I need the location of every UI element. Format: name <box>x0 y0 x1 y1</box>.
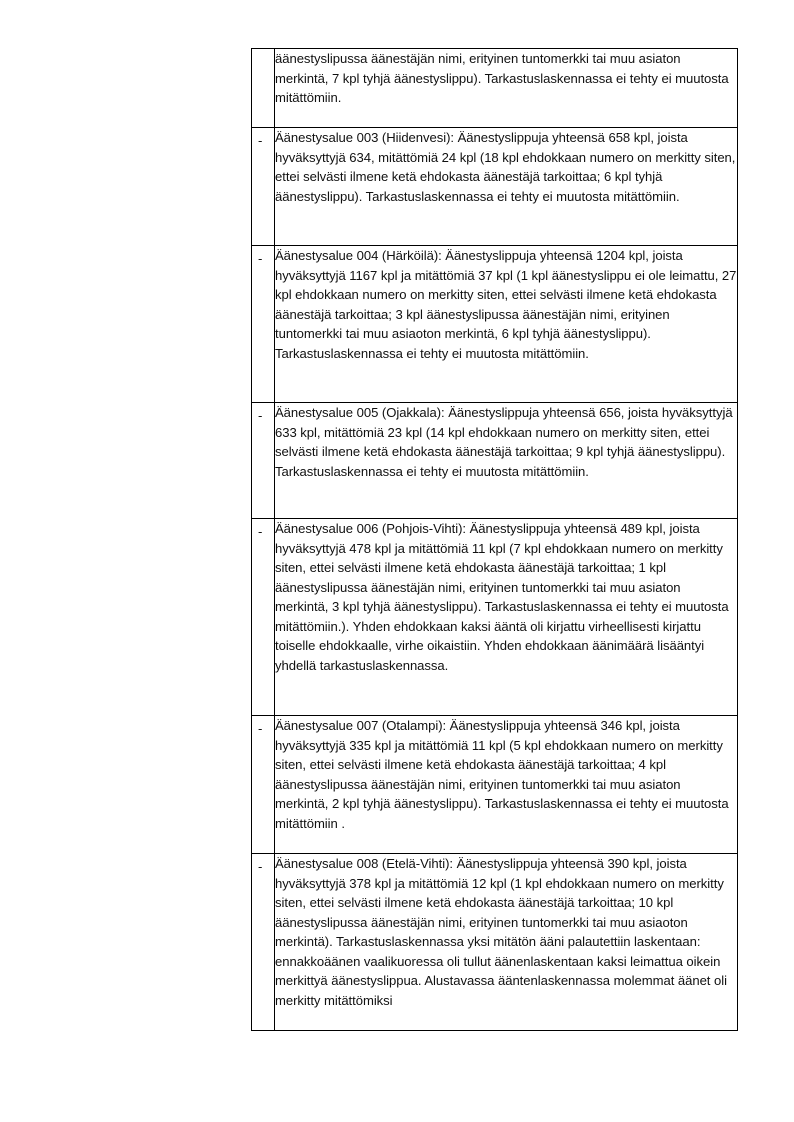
row-text-cell <box>275 49 738 128</box>
table-row <box>252 519 738 716</box>
row-bullet <box>252 49 274 52</box>
table-row <box>252 854 738 1031</box>
row-bullet: - <box>258 408 263 423</box>
table-row <box>252 246 738 403</box>
row-text: Äänestysalue 003 (Hiidenvesi): Äänestyslippuja yhteensä 658 kpl, joista hyväksyttyjä 634, mitättömiä 24 kpl (18 kpl ehdokkaan numero on merkitty siten, ettei selvästi ilmene ketä ehdokasta äänestäjä tarkoittaa; 6 kpl tyhjä äänestyslippu). Tarkastuslaskennassa ei tehty ei muutosta mitättömiin. <box>275 130 736 204</box>
row-text: Äänestysalue 007 (Otalampi): Äänestyslippuja yhteensä 346 kpl, joista hyväksyttyjä 335 kpl ja mitättömiä 11 kpl (5 kpl ehdokkaan numero on merkitty siten, ettei selvästi ilmene ketä ehdokasta äänestäjä tarkoittaa; 4 kpl äänestyslipussa äänestäjän nimi, erityinen tuntomerkki tai muu asiaton merkintä, 2 kpl tyhjä äänestyslippu). Tarkastuslaskennassa ei tehty ei muutosta mitättömiin . <box>275 718 729 831</box>
row-text-cell <box>275 716 738 854</box>
results-table-body <box>252 49 738 1031</box>
results-table <box>251 48 738 1031</box>
row-bullet: - <box>258 524 263 539</box>
row-bullet: - <box>258 251 263 266</box>
row-bullet-cell <box>252 519 275 716</box>
table-row <box>252 49 738 128</box>
row-bullet-cell <box>252 403 275 519</box>
row-bullet-cell <box>252 716 275 854</box>
table-row <box>252 403 738 519</box>
row-bullet-cell <box>252 128 275 246</box>
table-row <box>252 716 738 854</box>
row-text-cell <box>275 246 738 403</box>
row-bullet-cell <box>252 246 275 403</box>
row-text: Äänestysalue 005 (Ojakkala): Äänestyslippuja yhteensä 656, joista hyväksyttyjä 633 kpl, mitättömiä 23 kpl (14 kpl ehdokkaan numero on merkitty siten, ettei selvästi ilmene ketä ehdokasta äänestäjä tarkoittaa; 9 kpl tyhjä äänestyslippu). Tarkastuslaskennassa ei tehty ei muutosta mitättömiin. <box>275 405 733 479</box>
row-bullet: - <box>258 133 263 148</box>
row-text: äänestyslipussa äänestäjän nimi, erityinen tuntomerkki tai muu asiaton merkintä, 7 kpl tyhjä äänestyslippu). Tarkastuslaskennassa ei tehty ei muutosta mitättömiin. <box>275 51 729 105</box>
row-text-cell <box>275 519 738 716</box>
row-text-cell <box>275 403 738 519</box>
row-bullet-cell <box>252 854 275 1031</box>
row-text-cell <box>275 854 738 1031</box>
row-bullet: - <box>258 721 263 736</box>
table-row <box>252 128 738 246</box>
row-text: Äänestysalue 006 (Pohjois-Vihti): Äänestyslippuja yhteensä 489 kpl, joista hyväksyttyjä 478 kpl ja mitättömiä 11 kpl (7 kpl ehdokkaan numero on merkitty siten, ettei selvästi ilmene ketä ehdokasta äänestäjä tarkoittaa; 1 kpl äänestyslipussa äänestäjän nimi, erityinen tuntomerkki tai muu asiaton merkintä, 3 kpl tyhjä äänestyslippu). Tarkastuslaskennassa ei tehty ei muutosta mitättömiin.). Yhden ehdokkaan kaksi ääntä oli kirjattu virheellisesti kirjattu toiselle ehdokkaalle, virhe oikaistiin. Yhden ehdokkaan äänimäärä lisääntyi yhdellä tarkastuslaskennassa. <box>275 521 729 673</box>
row-bullet-cell <box>252 49 275 128</box>
row-text: Äänestysalue 004 (Härköilä): Äänestyslippuja yhteensä 1204 kpl, joista hyväksyttyjä 1167 kpl ja mitättömiä 37 kpl (1 kpl äänestyslippu ei ole leimattu, 27 kpl ehdokkaan numero on merkitty siten, ettei selvästi ilmene ketä ehdokasta äänestäjä tarkoittaa; 3 kpl äänestyslipussa äänestäjän nimi, erityinen tuntomerkki tai muu asiaoton merkintä, 6 kpl tyhjä äänestyslippu). Tarkastuslaskennassa ei tehty ei muutosta mitättömiin. <box>275 248 737 361</box>
row-bullet: - <box>258 859 263 874</box>
row-text: Äänestysalue 008 (Etelä-Vihti): Äänestyslippuja yhteensä 390 kpl, joista hyväksyttyjä 378 kpl ja mitättömiä 12 kpl (1 kpl ehdokkaan numero on merkitty siten, ettei selvästi ilmene ketä ehdokasta äänestäjä tarkoittaa; 10 kpl äänestyslipussa äänestäjän nimi, erityinen tuntomerkki tai muu asiaoton merkintä). Tarkastuslaskennassa yksi mitätön ääni palautettiin laskentaan: ennakkoäänen vaalikuoressa oli tullut äänenlaskentaan kaksi leimattua oikein merkittyä äänestyslippua. Alustavassa ääntenlaskennassa molemmat äänet oli merkitty mitättömiksi <box>275 856 727 1008</box>
row-text-cell <box>275 128 738 246</box>
